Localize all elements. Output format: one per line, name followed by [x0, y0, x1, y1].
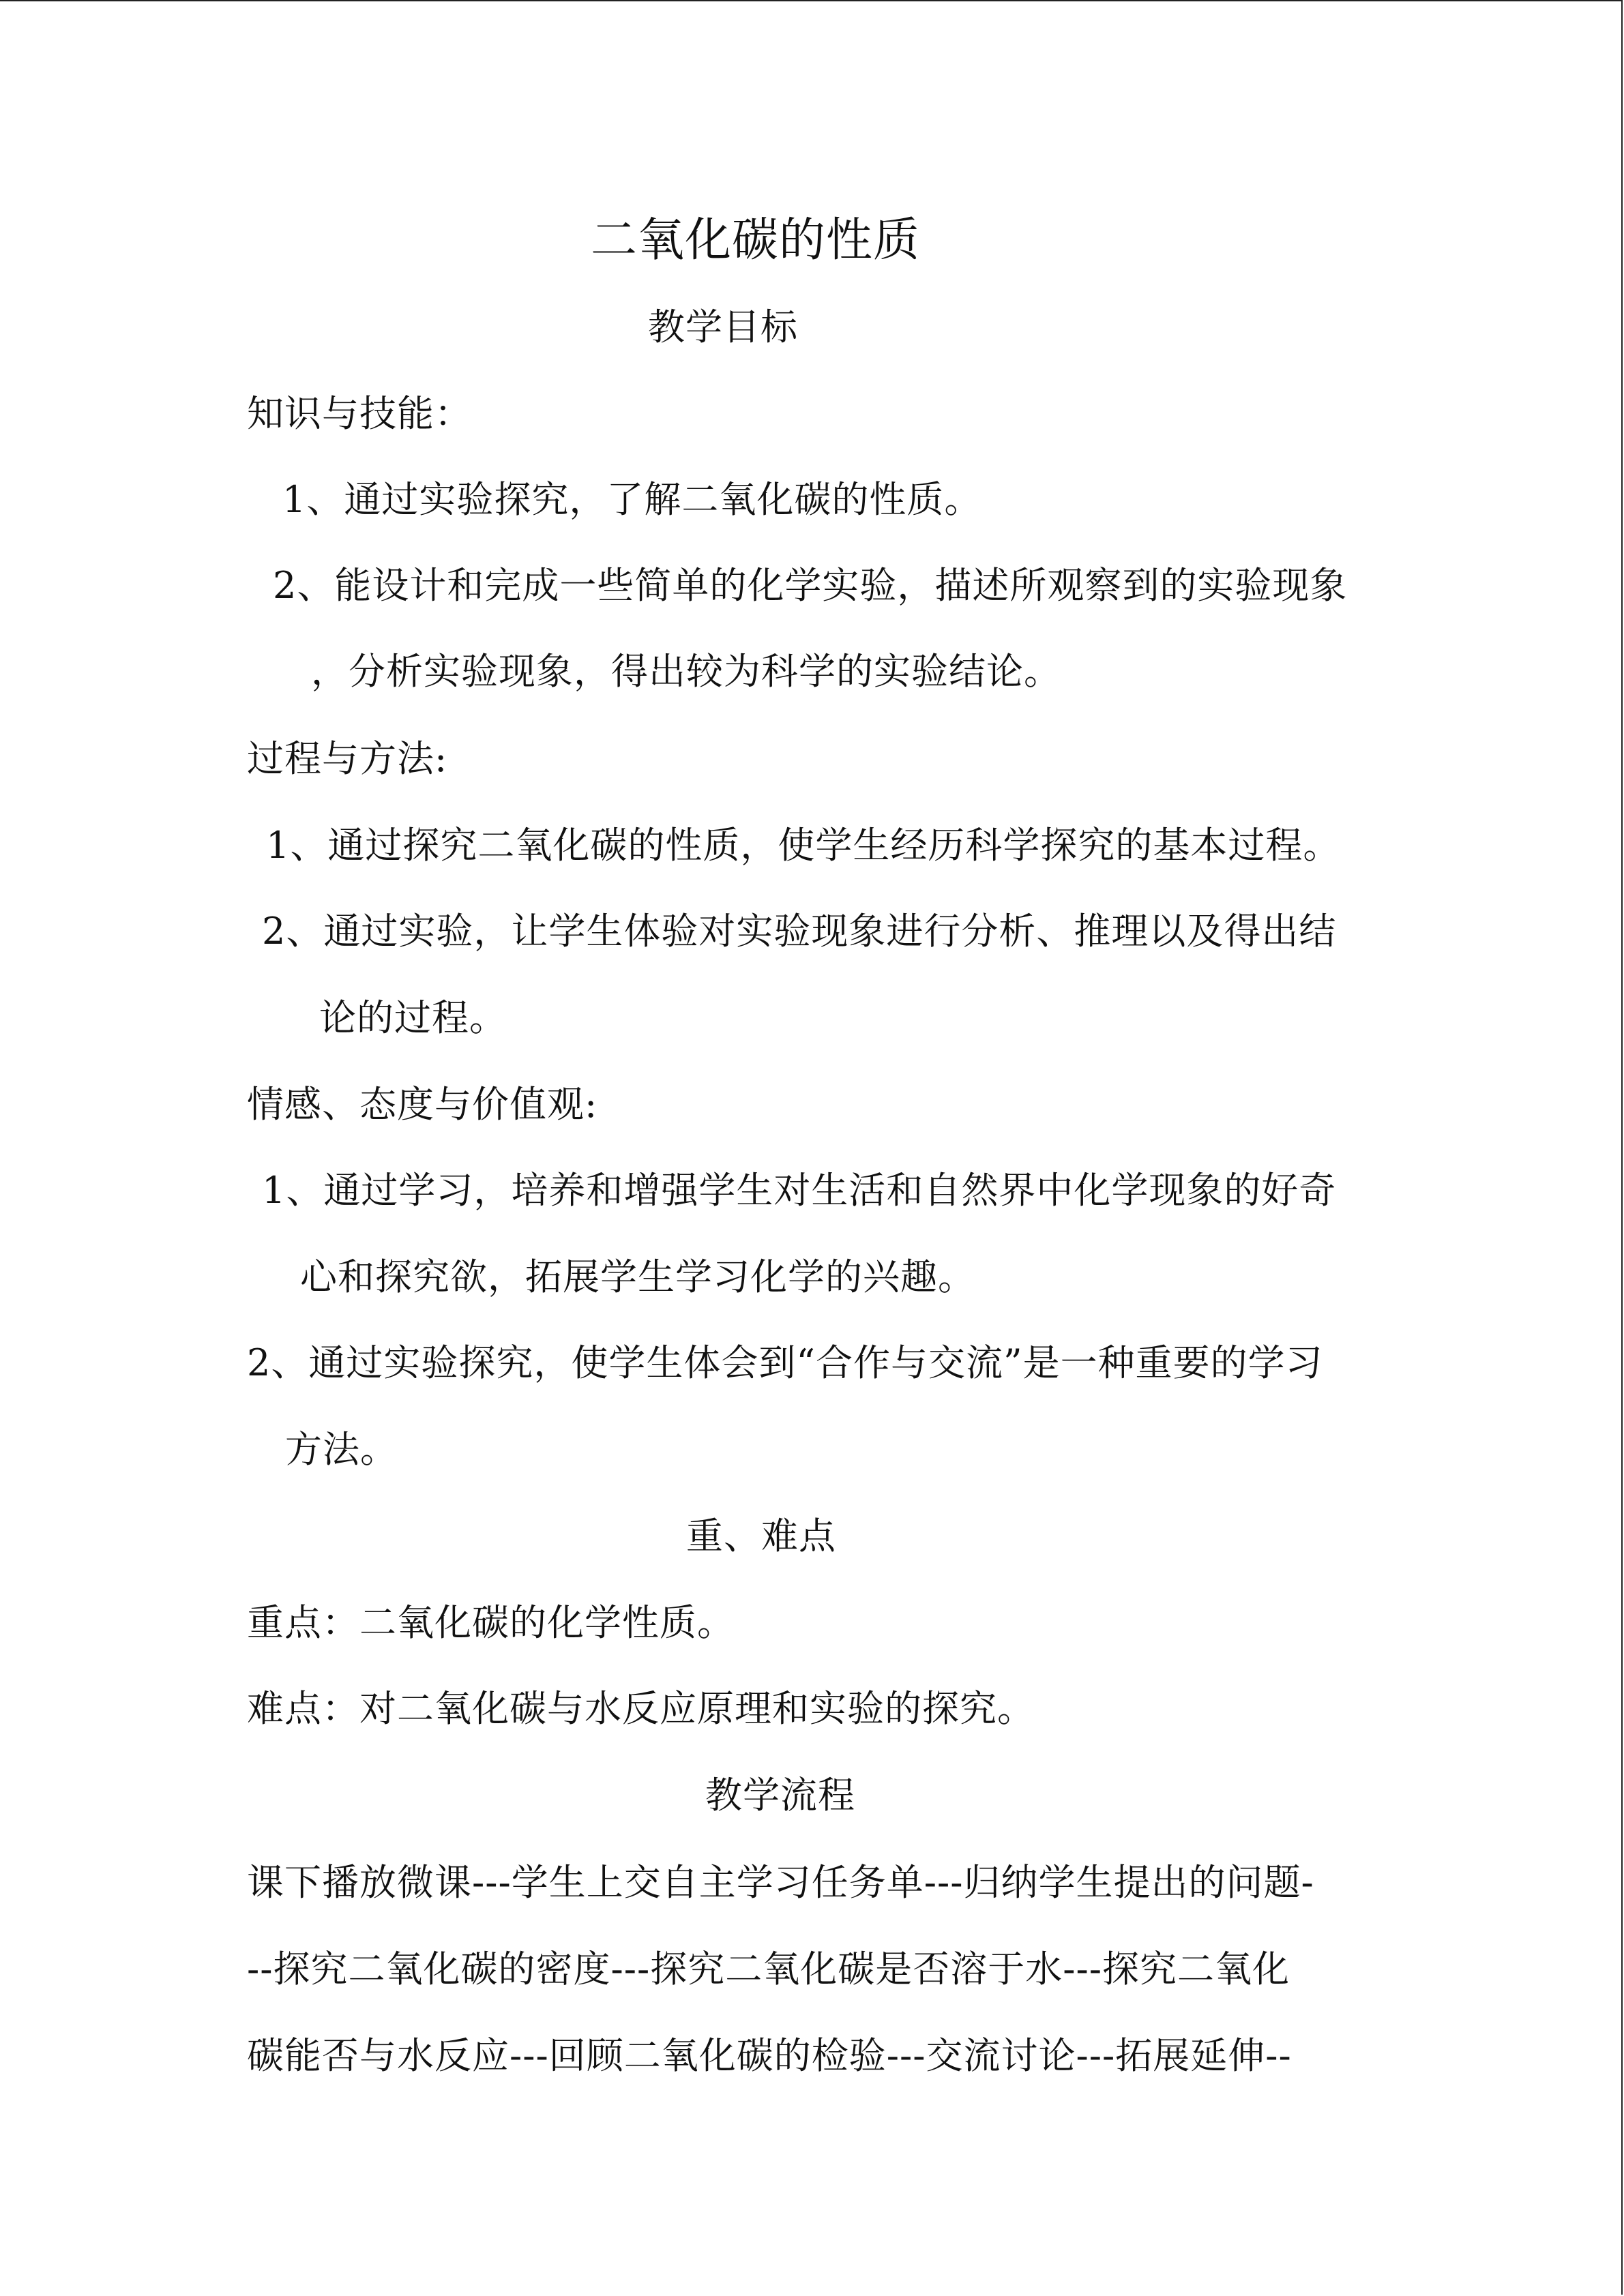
- attitudes-values-item-2-line-1: 2、通过实验探究，使学生体会到“合作与交流”是一种重要的学习: [247, 1341, 1323, 1384]
- key-point-difficulty: 难点：对二氧化碳与水反应原理和实验的探究。: [247, 1687, 1035, 1730]
- attitudes-values-heading: 情感、态度与价值观:: [247, 1083, 598, 1126]
- process-methods-item-1: 1、通过探究二氧化碳的性质，使学生经历科学探究的基本过程。: [266, 824, 1341, 867]
- teaching-flow-line-1: 课下播放微课---学生上交自主学习任务单---归纳学生提出的问题-: [247, 1861, 1314, 1904]
- process-methods-heading: 过程与方法:: [247, 737, 448, 780]
- attitudes-values-item-2-line-2: 方法。: [285, 1428, 398, 1471]
- key-point-focus: 重点：二氧化碳的化学性质。: [247, 1601, 735, 1644]
- section-heading-key-points: 重、难点: [686, 1515, 836, 1557]
- attitudes-values-item-1-line-2: 心和探究欲，拓展学生学习化学的兴趣。: [300, 1255, 975, 1298]
- knowledge-skills-heading: 知识与技能：: [247, 392, 472, 435]
- document-title: 二氧化碳的性质: [591, 213, 921, 267]
- process-methods-item-2-line-2: 论的过程。: [319, 996, 507, 1039]
- knowledge-skills-item-1: 1、通过实验探究，了解二氧化碳的性质。: [282, 478, 982, 521]
- process-methods-item-2-line-1: 2、通过实验，让学生体验对实验现象进行分析、推理以及得出结: [262, 910, 1337, 953]
- knowledge-skills-item-2-line-2: ，分析实验现象，得出较为科学的实验结论。: [311, 650, 1061, 693]
- attitudes-values-item-1-line-1: 1、通过学习，培养和增强学生对生活和自然界中化学现象的好奇: [262, 1169, 1337, 1212]
- teaching-flow-line-3: 碳能否与水反应---回顾二氧化碳的检验---交流讨论---拓展延伸--: [247, 2034, 1292, 2077]
- knowledge-skills-item-2-line-1: 2、能设计和完成一些简单的化学实验，描述所观察到的实验现象: [273, 564, 1348, 607]
- section-heading-objectives: 教学目标: [648, 305, 798, 348]
- teaching-flow-line-2: --探究二氧化碳的密度---探究二氧化碳是否溶于水---探究二氧化: [247, 1948, 1290, 1991]
- section-heading-teaching-flow: 教学流程: [705, 1774, 855, 1817]
